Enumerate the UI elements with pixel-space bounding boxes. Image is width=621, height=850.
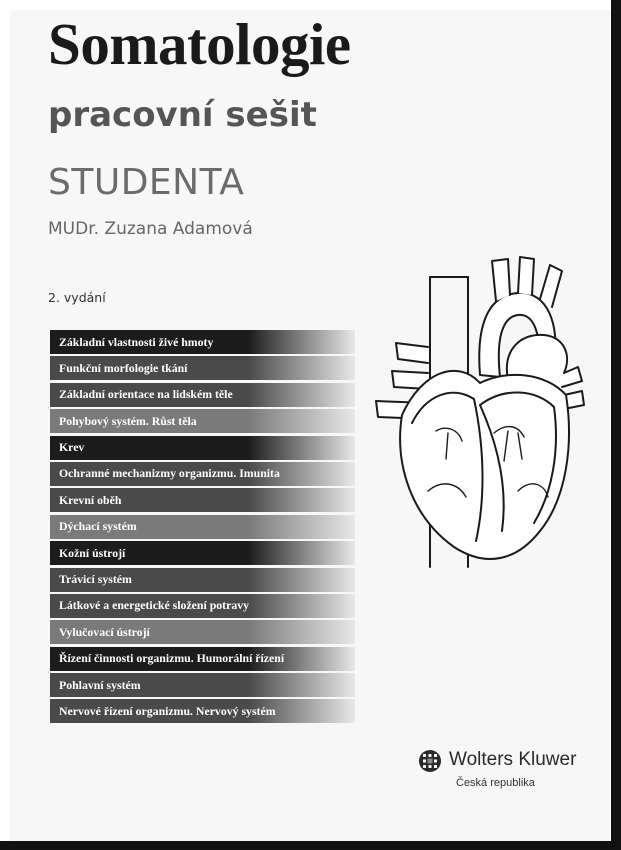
publisher-country: Česká republika — [456, 777, 535, 789]
book-edition: 2. vydání — [48, 290, 106, 305]
book-subtitle: pracovní sešit — [48, 95, 317, 135]
scan-edge-bottom — [0, 841, 621, 850]
scan-edge-right — [611, 0, 621, 850]
book-author: MUDr. Zuzana Adamová — [48, 219, 253, 239]
chapter-item: Řízení činnosti organizmu. Humorální řízení — [50, 647, 355, 671]
chapter-item: Pohlavní systém — [50, 673, 355, 697]
chapter-item: Nervové řízení organizmu. Nervový systém — [50, 699, 355, 723]
chapter-list — [50, 330, 355, 726]
chapter-item: Funkční morfologie tkání — [50, 356, 355, 380]
publisher-logo — [418, 745, 608, 795]
globe-logo-icon — [418, 749, 442, 773]
chapter-item: Krev — [50, 436, 355, 460]
chapter-item: Látkové a energetické složení potravy — [50, 594, 355, 618]
chapter-item: Dýchací systém — [50, 515, 355, 539]
chapter-item: Kožní ústrojí — [50, 541, 355, 565]
chapter-item: Trávicí systém — [50, 568, 355, 592]
chapter-item: Vylučovací ústrojí — [50, 620, 355, 644]
chapter-item: Ochranné mechanizmy organizmu. Imunita — [50, 462, 355, 486]
book-audience: STUDENTA — [48, 162, 245, 203]
book-title: Somatologie — [48, 11, 351, 77]
publisher-name: Wolters Kluwer — [449, 749, 577, 770]
heart-illustration-icon — [368, 255, 588, 575]
book-cover — [10, 10, 611, 841]
chapter-item: Základní orientace na lidském těle — [50, 383, 355, 407]
chapter-item: Základní vlastnosti živé hmoty — [50, 330, 355, 354]
chapter-item: Pohybový systém. Růst těla — [50, 409, 355, 433]
chapter-item: Krevní oběh — [50, 488, 355, 512]
